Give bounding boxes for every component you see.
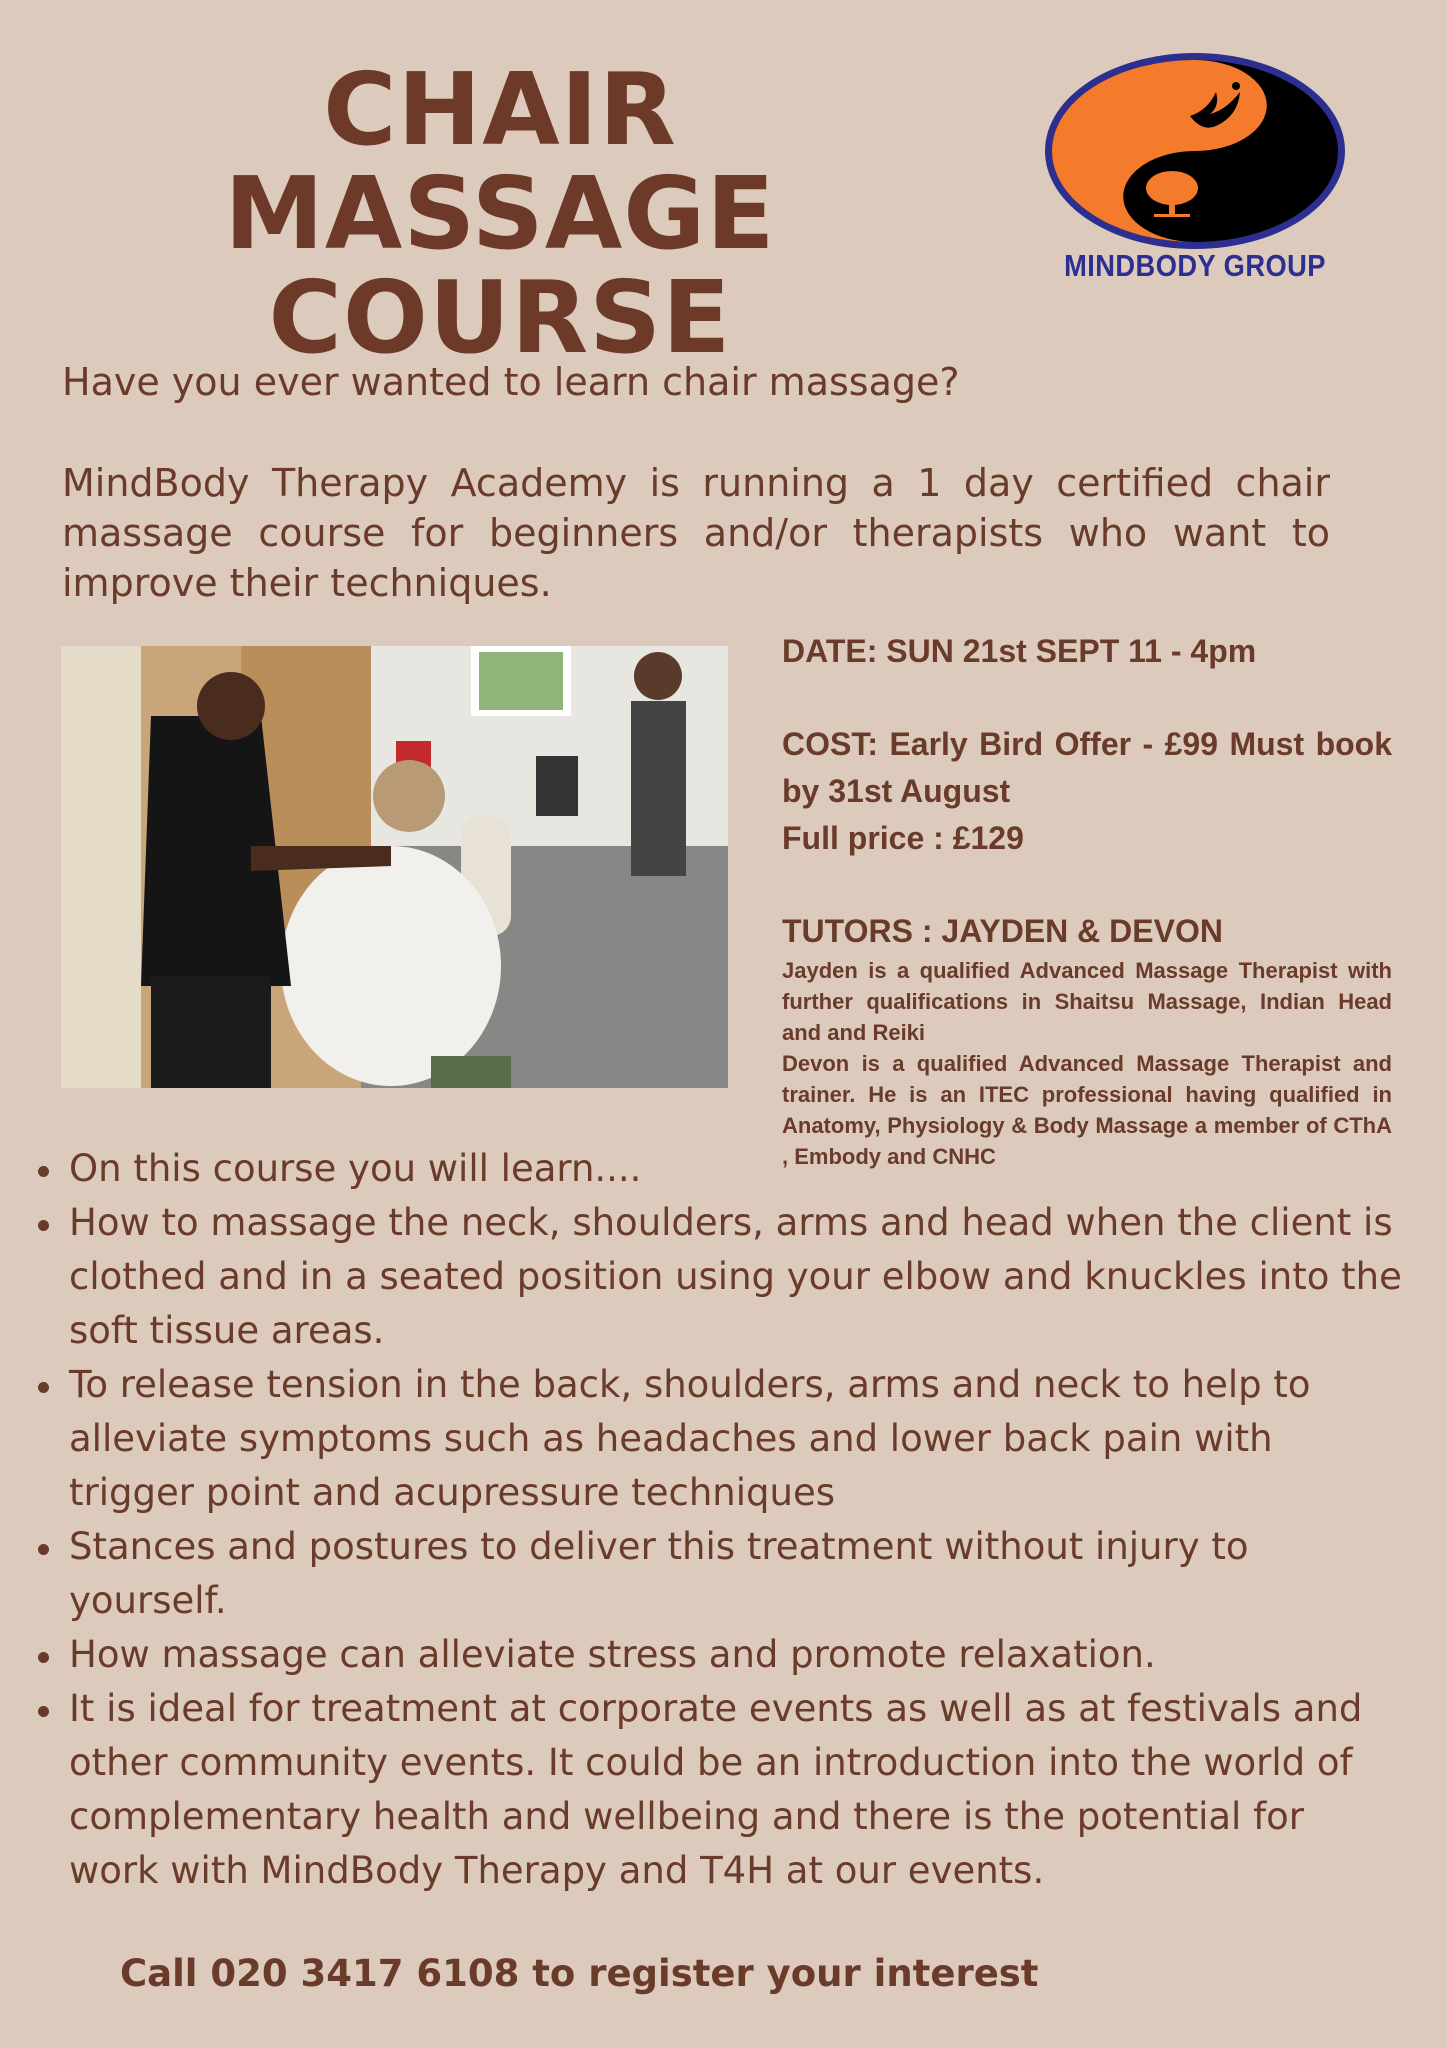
mindbody-logo (1040, 48, 1350, 298)
tutors-heading: TUTORS : JAYDEN & DEVON (782, 913, 1223, 949)
list-item: How massage can alleviate stress and promote relaxation. (32, 1628, 1402, 1682)
learn-list (32, 1142, 1402, 1898)
title-line-2: COURSE (268, 259, 732, 376)
intro-question: Have you ever wanted to learn chair massage? (62, 360, 960, 404)
full-price: Full price : £129 (782, 820, 1024, 856)
page-title (30, 51, 970, 376)
course-cost: COST: Early Bird Offer - £99 Must book by 31st August (782, 726, 1392, 809)
list-item: To release tension in the back, shoulders, arms and neck to help to alleviate symptoms such as headaches and lower back pain with trigger point and acupressure techniques (32, 1358, 1402, 1520)
devon-bio: Devon is a qualified Advanced Massage Therapist and trainer. He is an ITEC professional having qualified in Anatomy, Physiology & Body Massage a member of CThA , Embody and CNHC (782, 1051, 1392, 1169)
list-item: It is ideal for treatment at corporate events as well as at festivals and other community events. It could be an introduction into the world of complementary health and wellbeing and there is the potential for work with MindBody Therapy and T4H at our events. (32, 1682, 1402, 1898)
list-item: On this course you will learn.... (32, 1142, 1402, 1196)
course-date: DATE: SUN 21st SEPT 11 - 4pm (782, 633, 1257, 669)
yin-yang-icon (1040, 48, 1350, 253)
jayden-bio: Jayden is a qualified Advanced Massage Therapist with further qualifications in Shaitsu Massage, Indian Head and and Reiki (782, 958, 1392, 1045)
list-item: How to massage the neck, shoulders, arms and head when the client is clothed and in a seated position using your elbow and knuckles into the soft tissue areas. (32, 1196, 1402, 1358)
course-details (782, 628, 1392, 1172)
title-line-1: CHAIR MASSAGE (224, 51, 776, 272)
intro-paragraph: MindBody Therapy Academy is running a 1 day certified chair massage course for beginners and/or therapists who want to improve their techniques. (62, 461, 1330, 605)
list-item: Stances and postures to deliver this treatment without injury to yourself. (32, 1520, 1402, 1628)
call-to-action: Call 020 3417 6108 to register your interest (120, 1952, 1039, 1995)
logo-text: MINDBODY GROUP (1064, 248, 1326, 283)
chair-massage-photo (61, 646, 728, 1088)
